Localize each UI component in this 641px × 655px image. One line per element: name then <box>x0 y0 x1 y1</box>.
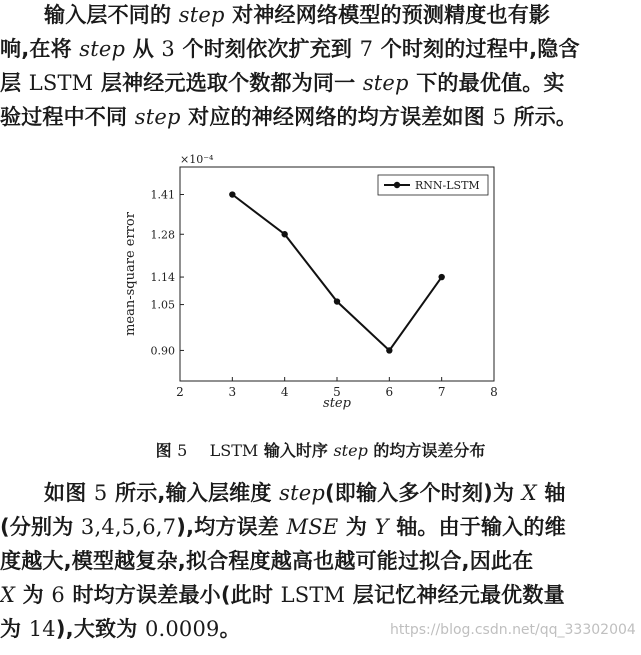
x-tick-label: 3 <box>228 385 237 399</box>
mse-line-chart <box>0 145 641 435</box>
data-point <box>281 231 287 237</box>
text-line <box>44 478 566 508</box>
text-line <box>0 68 565 98</box>
text-run: 层神经元选取个数都为同一 <box>100 71 356 95</box>
legend-marker <box>394 182 400 188</box>
series-line-rnn-lstm <box>232 195 441 351</box>
x-axis-label: step <box>323 396 351 411</box>
number: 5 <box>492 105 507 129</box>
x-tick-label: 2 <box>176 385 184 399</box>
y-tick-label: 1.41 <box>150 188 175 202</box>
lstm-term: LSTM <box>28 71 94 95</box>
number: 5 <box>93 481 108 505</box>
y-axis-ticks <box>151 189 185 358</box>
math-x: X <box>521 481 537 505</box>
x-tick-label: 7 <box>437 385 446 399</box>
caption-text: 输入时序 <box>263 441 328 460</box>
text-run: 所示。 <box>513 105 578 129</box>
text-run: 。 <box>219 617 241 641</box>
number: 3 <box>161 37 175 61</box>
text-run: (即输入多个时刻)为 <box>324 481 515 505</box>
text-run: 时均方误差最小(此时 <box>72 583 274 607</box>
math-mse: MSE <box>286 515 339 539</box>
text-run: 对神经网络模型的预测精度也有影 <box>232 3 551 27</box>
text-line <box>0 102 577 132</box>
text-line <box>0 512 566 542</box>
x-tick-label: 4 <box>280 385 289 399</box>
text-run: 个时刻的过程中,隐含 <box>380 37 580 61</box>
number-list: 3,4,5,6,7 <box>80 515 177 539</box>
text-line <box>0 34 580 64</box>
text-run: ),大致为 <box>55 617 138 641</box>
math-y: Y <box>374 515 389 539</box>
y-tick-label: 1.05 <box>150 298 175 312</box>
lstm-term: LSTM <box>280 583 346 607</box>
number: 7 <box>359 37 374 61</box>
y-tick-label: 1.14 <box>150 271 175 285</box>
plot-frame <box>180 167 494 381</box>
text-line <box>0 546 533 576</box>
text-run: 所示,输入层维度 <box>115 481 272 505</box>
math-step: step <box>362 71 409 95</box>
caption-prefix: 图 <box>155 441 172 460</box>
y-tick-label: 1.28 <box>150 228 175 242</box>
y-axis-label: mean-square error <box>123 212 138 336</box>
caption-number: 5 <box>177 441 188 460</box>
caption-lstm: LSTM <box>209 441 259 460</box>
x-tick-label: 8 <box>490 385 498 399</box>
math-step: step <box>178 3 225 27</box>
legend-entry: RNN-LSTM <box>415 179 480 192</box>
text-run: 如图 <box>44 481 87 505</box>
text-run: 下的最优值。实 <box>416 71 565 95</box>
caption-step: step <box>333 441 368 460</box>
text-run: 层 <box>0 71 22 95</box>
text-run: 为 <box>22 583 44 607</box>
text-run: ),均方误差 <box>176 515 280 539</box>
data-point <box>229 191 235 197</box>
number: 6 <box>51 583 65 607</box>
data-point <box>386 347 392 353</box>
math-step: step <box>279 481 325 505</box>
data-point <box>438 274 444 280</box>
math-step: step <box>134 105 181 129</box>
number: 0.0009 <box>144 617 220 641</box>
text-run: 为 <box>0 617 22 641</box>
text-run: 响,在将 <box>0 37 72 61</box>
text-line <box>0 614 241 644</box>
text-line <box>44 0 550 30</box>
x-tick-label: 5 <box>333 385 341 399</box>
math-x: X <box>0 583 16 607</box>
text-run: 轴。由于输入的维 <box>396 515 566 539</box>
number: 14 <box>28 617 56 641</box>
text-run: 个时刻依次扩充到 <box>182 37 353 61</box>
text-run: 输入层不同的 <box>44 3 172 27</box>
text-run: 对应的神经网络的均方误差如图 <box>188 105 485 129</box>
text-run: 从 <box>132 37 154 61</box>
text-line <box>0 580 565 610</box>
text-run: 层记忆神经元最优数量 <box>352 583 565 607</box>
text-run: 验过程中不同 <box>0 105 128 129</box>
watermark-url: https://blog.csdn.net/qq_33302004 <box>390 622 636 638</box>
legend <box>378 175 488 195</box>
text-run: 为 <box>345 515 368 539</box>
data-point <box>334 298 340 304</box>
y-tick-label: 0.90 <box>150 344 175 358</box>
text-run: 轴 <box>544 481 566 505</box>
y-scale-label: ×10⁻⁴ <box>180 153 214 166</box>
math-step: step <box>79 37 126 61</box>
text-run: 度越大,模型越复杂,拟合程度越高也越可能过拟合,因此在 <box>0 549 534 573</box>
caption-text: 的均方误差分布 <box>373 441 486 460</box>
figure-caption <box>0 438 641 461</box>
text-run: (分别为 <box>0 515 74 539</box>
x-tick-label: 6 <box>385 385 394 399</box>
